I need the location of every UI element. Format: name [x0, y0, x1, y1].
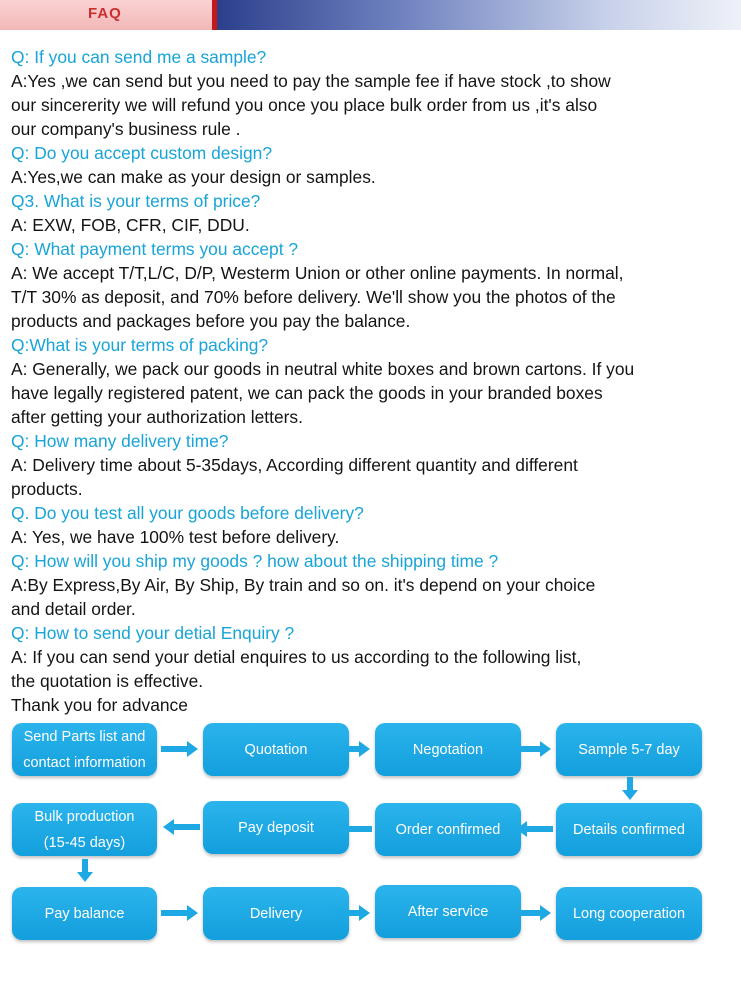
page-title: FAQ [88, 5, 122, 22]
faq-answer-line: and detail order. [11, 599, 136, 619]
step-order-confirmed [375, 803, 521, 856]
faq-question: Q: Do you accept custom design? [11, 143, 272, 163]
step-negotation [375, 723, 521, 776]
arrow-right-icon [514, 739, 552, 759]
header-blue-gradient [217, 0, 741, 30]
faq-answer-line: A: Generally, we pack our goods in neutral white boxes and brown cartons. If you [11, 359, 635, 379]
arrow-left-icon [516, 819, 554, 839]
faq-answer-line: products and packages before you pay the balance. [11, 311, 411, 331]
faq-answer-line: after getting your authorization letters. [11, 407, 303, 427]
step-pay-balance [12, 887, 157, 940]
step-label: Send Parts list and [23, 728, 146, 745]
step-label: Pay balance [44, 905, 125, 922]
step-label: Negotation [412, 741, 484, 758]
step-label: Details confirmed [572, 821, 685, 838]
step-label: Order confirmed [395, 821, 501, 838]
step-long-cooperation [556, 887, 702, 940]
step-bulk-production [12, 803, 157, 856]
step-label: Bulk production [34, 808, 135, 825]
faq-answer-line: A: If you can send your detial enquires to us according to the following list, [11, 647, 582, 667]
faq-answer-line: A: Delivery time about 5-35days, According different quantity and different [11, 455, 578, 475]
faq-header-banner [0, 0, 741, 30]
faq-answer-line: A: We accept T/T,L/C, D/P, Westerm Union or other online payments. In normal, [11, 263, 624, 283]
step-label: Long cooperation [572, 905, 686, 922]
faq-answer-line: our company's business rule . [11, 119, 241, 139]
faq-question: Q:What is your terms of packing? [11, 335, 269, 355]
faq-answer-line: A: EXW, FOB, CFR, CIF, DDU. [11, 215, 250, 235]
faq-question: Q: How many delivery time? [11, 431, 229, 451]
step-label: Pay deposit [238, 819, 314, 836]
step-send-parts-list [12, 723, 157, 776]
faq-list [11, 45, 736, 717]
arrow-right-icon [333, 903, 371, 923]
faq-question: Q: How will you ship my goods ? how about the shipping time ? [11, 551, 499, 571]
arrow-left-icon [335, 819, 373, 839]
arrow-right-icon [333, 739, 371, 759]
step-delivery [203, 887, 349, 940]
step-quotation [203, 723, 349, 776]
step-label: After service [407, 903, 489, 920]
faq-answer-line: T/T 30% as deposit, and 70% before delivery. We'll show you the photos of the [11, 287, 616, 307]
step-after-service [375, 885, 521, 938]
faq-question: Q: What payment terms you accept ? [11, 239, 299, 259]
faq-answer-line: the quotation is effective. [11, 671, 204, 691]
arrow-right-icon [161, 903, 199, 923]
faq-answer-line: A:Yes,we can make as your design or samples. [11, 167, 376, 187]
step-label: (15-45 days) [43, 834, 126, 851]
step-label: Delivery [249, 905, 303, 922]
step-pay-deposit [203, 801, 349, 854]
arrow-down-icon [620, 777, 640, 801]
arrow-left-icon [163, 817, 201, 837]
step-label: Sample 5-7 day [578, 741, 680, 758]
faq-answer-line: A:By Express,By Air, By Ship, By train and so on. it's depend on your choice [11, 575, 596, 595]
faq-question: Q. Do you test all your goods before delivery? [11, 503, 364, 523]
step-label: contact information [23, 754, 146, 771]
faq-answer-line: Thank you for advance [11, 695, 188, 715]
step-label: Quotation [244, 741, 308, 758]
faq-question: Q3. What is your terms of price? [11, 191, 261, 211]
faq-answer-line: A: Yes, we have 100% test before delivery. [11, 527, 340, 547]
arrow-right-icon [514, 903, 552, 923]
faq-answer-line: products. [11, 479, 83, 499]
arrow-right-icon [161, 739, 199, 759]
faq-answer-line: A:Yes ,we can send but you need to pay the sample fee if have stock ,to show [11, 71, 611, 91]
arrow-down-icon [75, 859, 95, 883]
faq-question: Q: How to send your detial Enquiry ? [11, 623, 295, 643]
step-sample [556, 723, 702, 776]
faq-answer-line: our sincererity we will refund you once you place bulk order from us ,it's also [11, 95, 598, 115]
faq-question: Q: If you can send me a sample? [11, 47, 267, 67]
step-details-confirmed [556, 803, 702, 856]
faq-answer-line: have legally registered patent, we can pack the goods in your branded boxes [11, 383, 603, 403]
